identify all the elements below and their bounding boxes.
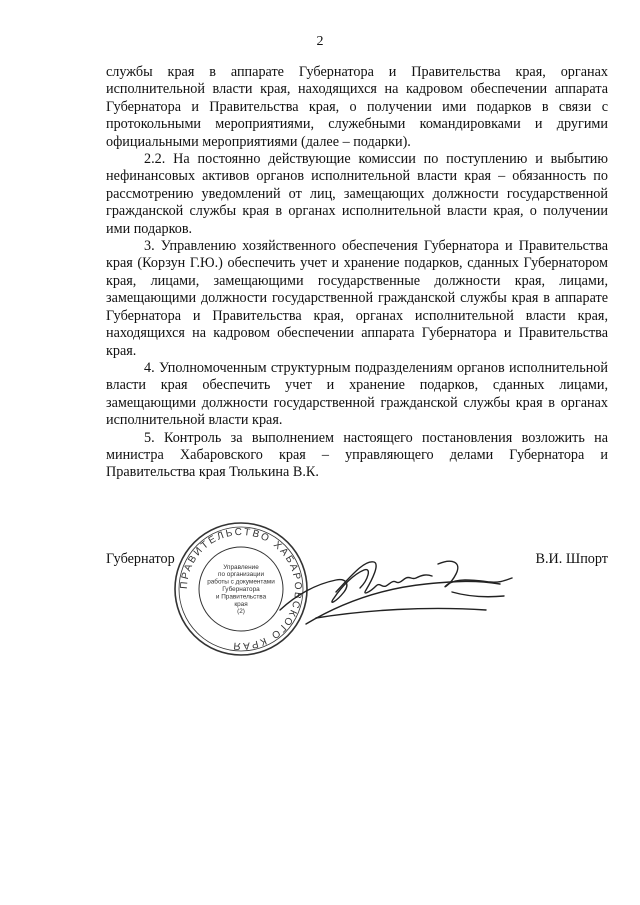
paragraph-4: 4. Уполномоченным структурным подразделениям органов исполнительной власти края обеспечить учет и хранение подарков, сданных лицами, замещающими должности государственной гражданской службы края в органах исполнительной власти края. (106, 359, 608, 429)
paragraph-5: 5. Контроль за выполнением настоящего постановления возложить на министра Хабаровского края – управляющего делами Губернатора и Правительства края Тюлькина В.К. (106, 429, 608, 481)
paragraph-2-2: 2.2. На постоянно действующие комиссии по поступлению и выбытию нефинансовых активов органов исполнительной власти края – обязанность по рассмотрению уведомлений от лиц, замещающих должности государственной гражданской службы края в органах исполнительной власти края, о получении ими подарков. (106, 151, 608, 237)
svg-text:и Правительства: и Правительства (215, 593, 267, 601)
svg-text:Управление: Управление (223, 563, 259, 571)
signatory-name: В.И. Шпорт (535, 551, 608, 567)
paragraph-continuation: службы края в аппарате Губернатора и Правительства края, органах исполнительной власти края, находящихся на кадровом обеспечении аппарата Губернатора и Правительства края, о получении ими подарков в связи с протокольными мероприятиями, служебными командировками и другими официальными мероприятиями (далее – подарки). (106, 64, 608, 150)
svg-text:края: края (234, 600, 248, 608)
handwritten-signature (276, 540, 516, 630)
svg-text:ПРАВИТЕЛЬСТВО ХАБАРОВСКОГО КРА: ПРАВИТЕЛЬСТВО ХАБАРОВСКОГО КРАЯ (178, 526, 304, 652)
page-number: 2 (316, 34, 324, 49)
svg-text:работы с документами: работы с документами (207, 578, 275, 586)
document-body (106, 64, 608, 482)
signatory-title: Губернатор (106, 551, 175, 567)
svg-text:Губернатора: Губернатора (222, 586, 260, 593)
svg-text:(2): (2) (237, 608, 245, 616)
signature-block (106, 520, 608, 660)
svg-text:по организации: по организации (217, 571, 265, 579)
paragraph-3: 3. Управлению хозяйственного обеспечения Губернатора и Правительства края (Корзун Г.Ю.) обеспечить учет и хранение подарков, сданных Губернатором края, лицами, замещающими государственные должности края, лицами, замещающими должности государственной гражданской службы края в аппарате Губернатора и Правительства края, органах исполнительной власти края, находящихся на кадровом обеспечении аппарата Губернатора и Правительства края. (106, 238, 608, 359)
